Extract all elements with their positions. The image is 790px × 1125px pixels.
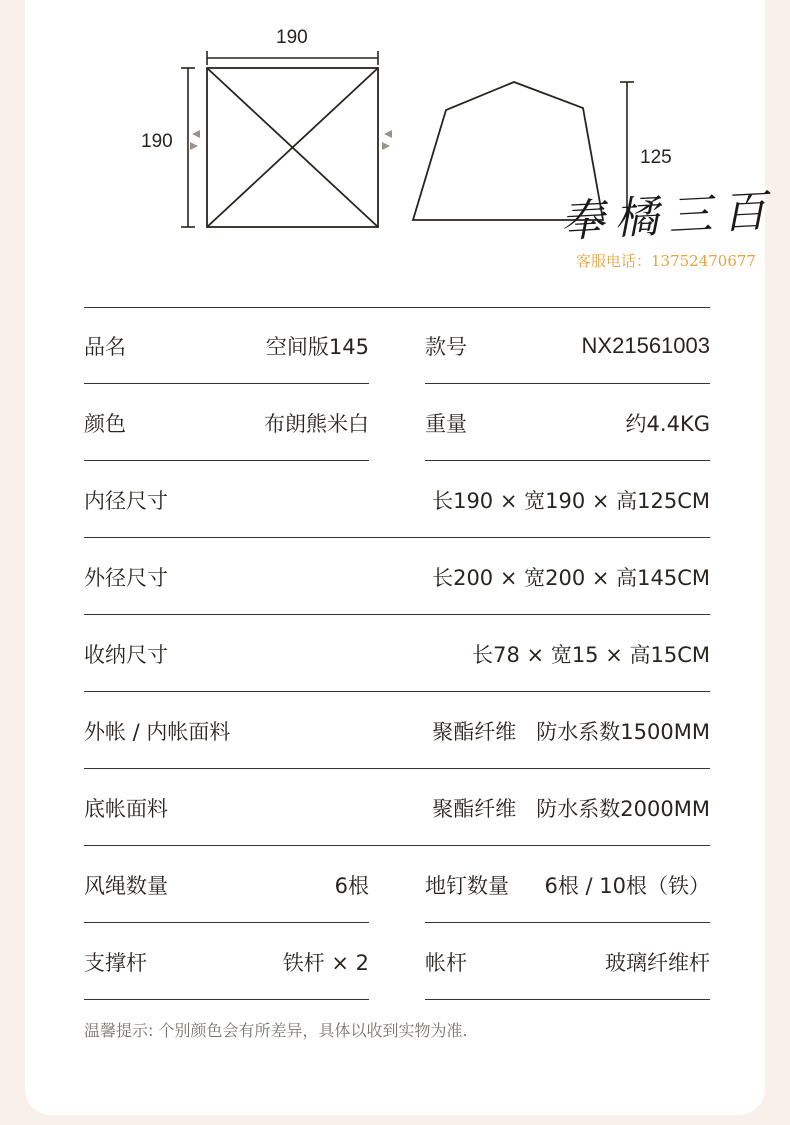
spec-cell: [84, 616, 710, 692]
spec-cell: [84, 385, 369, 461]
spec-value: 聚酯纤维 防水系数2000MM: [432, 796, 710, 821]
spec-value: 布朗熊米白: [264, 411, 369, 436]
spec-label: 底帐面料: [84, 796, 168, 821]
spec-value: 空间版145: [265, 334, 369, 359]
spec-value: 长78 × 宽15 × 高15CM: [472, 642, 710, 667]
spec-label: 地钉数量: [425, 873, 509, 898]
spec-value: 6根: [334, 873, 369, 898]
width-label: 190: [276, 27, 308, 48]
spec-cell: [425, 847, 710, 923]
spec-label: 外帐 / 内帐面料: [84, 719, 231, 744]
spec-cell: [84, 770, 710, 846]
spec-row: [84, 847, 710, 924]
spec-row: [84, 539, 710, 616]
brand-service-phone: 客服电话：13752470677: [576, 252, 756, 270]
spec-value: 聚酯纤维 防水系数1500MM: [432, 719, 710, 744]
spec-label: 帐杆: [425, 950, 467, 975]
spec-cell: [425, 924, 710, 1000]
spec-cell: [84, 462, 710, 538]
height-label: 125: [640, 147, 672, 168]
spec-cell: [84, 308, 369, 384]
disclaimer-note: 温馨提示: 个别颜色会有所差异，具体以收到实物为准.: [84, 1021, 468, 1040]
spec-value: NX21561003: [581, 332, 710, 358]
spec-label: 内径尺寸: [84, 488, 168, 513]
spec-value: 铁杆 × 2: [282, 950, 369, 975]
spec-value: 6根 / 10根（铁）: [544, 873, 710, 898]
spec-cell: [84, 924, 369, 1000]
spec-label: 重量: [425, 411, 467, 436]
spec-row: [84, 770, 710, 847]
spec-label: 风绳数量: [84, 873, 168, 898]
spec-row: [84, 385, 710, 462]
spec-row: [84, 462, 710, 539]
spec-label: 颜色: [84, 411, 126, 436]
spec-value: 长190 × 宽190 × 高125CM: [432, 488, 710, 513]
spec-value: 约4.4KG: [625, 411, 710, 436]
width-dimension-line: [207, 51, 378, 65]
spec-label: 外径尺寸: [84, 565, 168, 590]
spec-label: 品名: [84, 334, 126, 359]
spec-cell: [425, 308, 710, 384]
spec-cell: [425, 385, 710, 461]
spec-label: 款号: [425, 334, 467, 359]
spec-row: [84, 616, 710, 693]
spec-value: 玻璃纤维杆: [605, 950, 710, 975]
spec-row: [84, 693, 710, 770]
spec-cell: [84, 693, 710, 769]
tent-floor-plan: [207, 68, 378, 227]
spec-label: 收纳尺寸: [84, 642, 168, 667]
spec-value: 长200 × 宽200 × 高145CM: [432, 565, 710, 590]
brand-watermark: 奉橘三百: [559, 185, 778, 248]
tent-dimension-diagram: [0, 0, 790, 290]
spec-row: [84, 308, 710, 385]
depth-label: 190: [141, 131, 173, 152]
tent-diagram-svg: [0, 0, 790, 290]
spec-cell: [84, 847, 369, 923]
spec-label: 支撑杆: [84, 950, 147, 975]
spec-row: [84, 924, 710, 1001]
spec-cell: [84, 539, 710, 615]
